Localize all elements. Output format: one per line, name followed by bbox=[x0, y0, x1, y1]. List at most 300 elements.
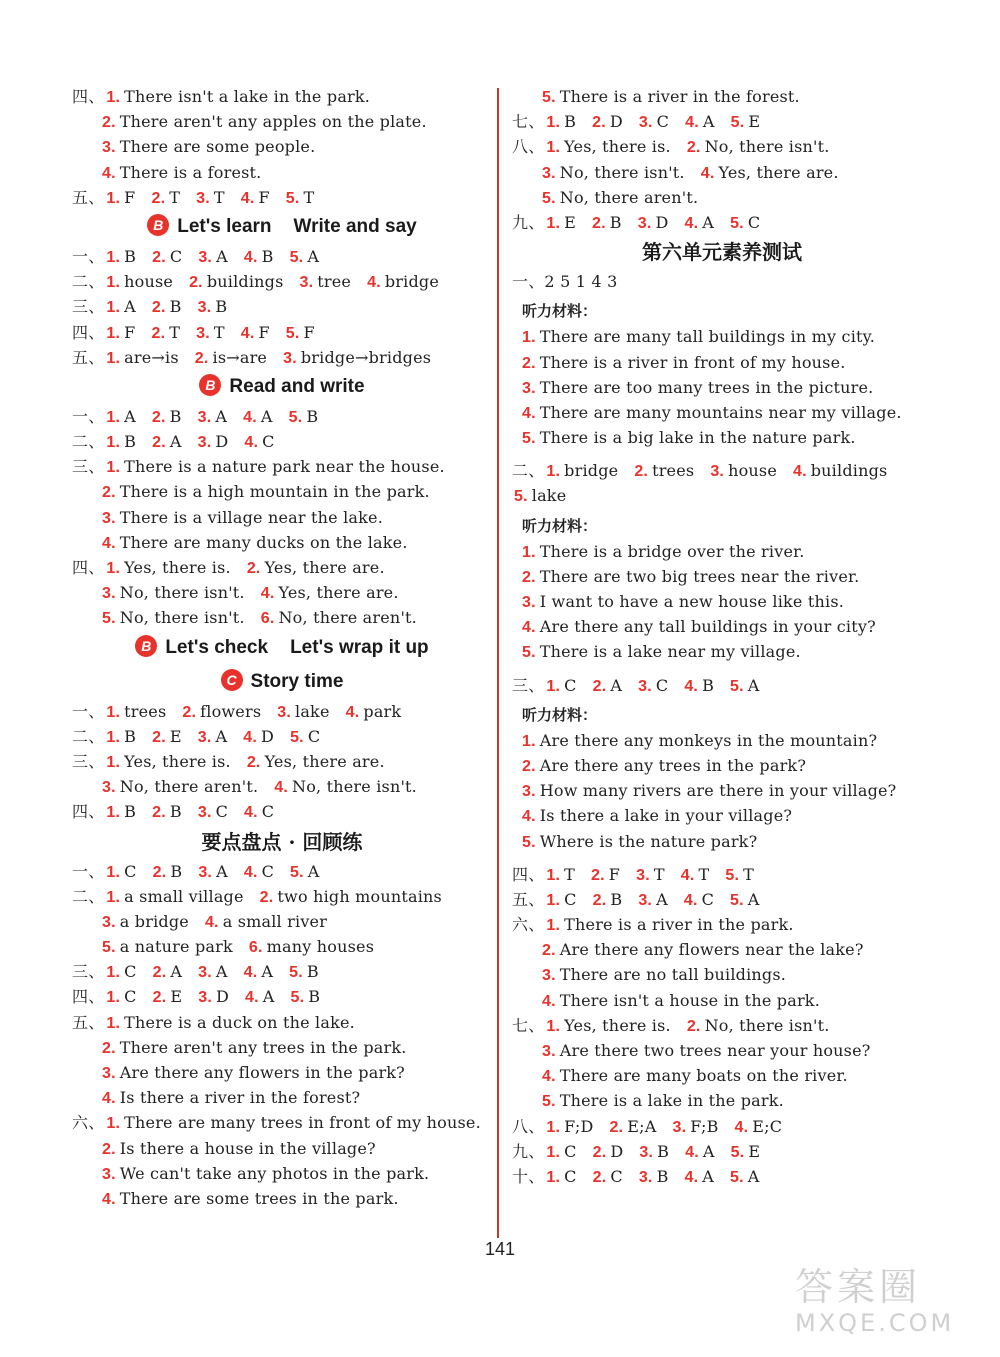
answer-text: trees bbox=[124, 701, 167, 721]
answer-number: 3. bbox=[198, 248, 213, 266]
answer-item bbox=[540, 991, 820, 1010]
question-section-number: 八、 bbox=[512, 137, 545, 157]
section-title: Read and write bbox=[229, 375, 365, 397]
answer-text: T bbox=[564, 864, 576, 884]
answer-item bbox=[100, 937, 233, 956]
question-section-number: 五、 bbox=[72, 187, 105, 207]
answer-line bbox=[72, 1161, 492, 1186]
answer-text: E bbox=[169, 726, 182, 746]
answer-text: is→are bbox=[212, 347, 268, 367]
answer-number: 1. bbox=[522, 329, 536, 347]
question-section-number: 二、 bbox=[72, 886, 105, 906]
answer-text: Are there any trees in the park? bbox=[539, 755, 807, 775]
answer-text: Is there a house in the village? bbox=[119, 1138, 376, 1158]
answer-text: There are too many trees in the picture. bbox=[539, 377, 874, 397]
answer-item bbox=[608, 1117, 657, 1136]
answer-number: 3. bbox=[196, 324, 210, 342]
answer-line bbox=[512, 639, 932, 664]
answer-number: 3. bbox=[102, 1165, 116, 1183]
column-divider bbox=[497, 88, 499, 1238]
answer-text: bridge bbox=[564, 461, 619, 481]
section-heading bbox=[72, 370, 492, 404]
answer-number: 2. bbox=[609, 1118, 624, 1136]
answer-item bbox=[520, 592, 844, 611]
answer-text: E bbox=[748, 1141, 761, 1161]
answer-line bbox=[512, 564, 932, 589]
answer-line bbox=[72, 530, 492, 555]
answer-item bbox=[636, 213, 669, 232]
answer-item bbox=[242, 802, 274, 821]
section-subtitle: Write and say bbox=[293, 215, 417, 237]
answer-number: 3. bbox=[197, 434, 212, 452]
answer-item bbox=[100, 1139, 376, 1158]
answer-text: E bbox=[170, 987, 183, 1007]
answer-item bbox=[520, 327, 875, 346]
answer-text: C bbox=[124, 962, 137, 982]
answer-text: C bbox=[261, 861, 275, 881]
answer-text: There is a forest. bbox=[119, 162, 262, 182]
answer-text: There is a river in the forest. bbox=[559, 87, 800, 106]
answer-text: Are there any tall buildings in your city? bbox=[539, 617, 876, 637]
page-number: 141 bbox=[484, 1239, 516, 1259]
answer-line bbox=[512, 1063, 932, 1088]
answer-text: There are some trees in the park. bbox=[119, 1188, 399, 1208]
answer-line bbox=[512, 458, 932, 483]
answer-item bbox=[100, 508, 383, 527]
answer-text: C bbox=[564, 889, 577, 909]
answer-number: 5. bbox=[522, 833, 536, 851]
answer-number: 3. bbox=[542, 1043, 556, 1060]
answer-item bbox=[104, 752, 230, 771]
answer-text: B bbox=[124, 246, 137, 266]
answer-number: 2. bbox=[102, 484, 116, 502]
answer-text: Are there any flowers near the lake? bbox=[559, 940, 864, 960]
answer-number: 1. bbox=[106, 299, 121, 317]
answer-text: buildings bbox=[810, 461, 888, 481]
answer-text: A bbox=[307, 246, 320, 266]
answer-number: 4. bbox=[102, 1190, 116, 1208]
answer-number: 1. bbox=[546, 1168, 561, 1186]
answer-item bbox=[289, 987, 321, 1006]
answer-number: 5. bbox=[542, 1093, 556, 1111]
answer-item bbox=[544, 890, 576, 909]
answer-number: 4. bbox=[522, 619, 536, 637]
answer-number: 1. bbox=[106, 804, 121, 822]
answer-number: 4. bbox=[734, 1118, 749, 1136]
answer-number: 1. bbox=[546, 139, 561, 157]
answer-line bbox=[512, 912, 932, 937]
answer-number: 3. bbox=[102, 139, 116, 157]
answer-number: 3. bbox=[283, 349, 297, 367]
answer-text: B bbox=[124, 726, 137, 746]
answer-line bbox=[512, 185, 932, 210]
answer-line bbox=[512, 988, 932, 1013]
answer-number: 5. bbox=[102, 939, 116, 957]
answer-line bbox=[72, 774, 492, 799]
answer-item bbox=[258, 887, 442, 906]
answer-item bbox=[196, 247, 228, 266]
answer-item bbox=[151, 862, 183, 881]
answer-text: B bbox=[170, 861, 183, 881]
answer-text: C bbox=[261, 802, 275, 822]
answer-number: 2. bbox=[592, 114, 606, 132]
answer-number: 1. bbox=[106, 324, 121, 342]
answer-number: 1. bbox=[546, 463, 561, 481]
answer-number: 4. bbox=[240, 189, 255, 207]
answer-item bbox=[544, 865, 575, 884]
answer-text: a bridge bbox=[119, 911, 189, 931]
answer-line bbox=[72, 429, 492, 454]
answer-number: 4. bbox=[243, 964, 258, 982]
answer-text: D bbox=[609, 112, 623, 132]
answer-item bbox=[239, 323, 270, 342]
answer-item bbox=[520, 403, 902, 422]
answer-text: A bbox=[747, 1166, 760, 1186]
answer-item bbox=[634, 865, 665, 884]
answer-item bbox=[272, 777, 417, 796]
answer-item bbox=[708, 461, 777, 480]
answer-item bbox=[683, 112, 715, 131]
answer-line bbox=[512, 803, 932, 828]
answer-item bbox=[520, 756, 806, 775]
answer-item bbox=[100, 163, 261, 182]
answer-text: C bbox=[610, 1166, 623, 1186]
answer-line bbox=[72, 724, 492, 749]
answer-number: 5. bbox=[542, 189, 556, 207]
answer-item bbox=[679, 865, 710, 884]
answer-number: 4. bbox=[345, 703, 360, 721]
answer-item bbox=[104, 407, 136, 426]
answer-number: 2. bbox=[686, 139, 701, 157]
answer-text: Yes, there is. bbox=[124, 751, 231, 771]
answer-item bbox=[544, 461, 618, 480]
answer-number: 2. bbox=[591, 866, 605, 884]
answer-item bbox=[298, 272, 352, 291]
question-section-number: 三、 bbox=[512, 675, 545, 695]
answer-text: B bbox=[702, 675, 715, 695]
answer-number: 4. bbox=[274, 779, 288, 797]
answer-item bbox=[149, 188, 180, 207]
answer-number: 3. bbox=[197, 804, 212, 822]
answer-line bbox=[512, 1088, 932, 1113]
answer-item bbox=[683, 1142, 715, 1161]
section-heading bbox=[512, 235, 932, 269]
answer-number: 3. bbox=[672, 1118, 687, 1136]
answer-item bbox=[589, 865, 620, 884]
answer-item bbox=[243, 987, 275, 1006]
answer-line bbox=[512, 400, 932, 425]
answer-text: A bbox=[262, 987, 275, 1007]
answer-text: A bbox=[124, 297, 136, 317]
answer-text: Yes, there are. bbox=[264, 751, 385, 771]
answer-item bbox=[671, 1117, 719, 1136]
answer-text: There aren't any trees in the park. bbox=[119, 1037, 407, 1057]
answer-number: 2. bbox=[152, 728, 166, 746]
answer-item bbox=[104, 1113, 480, 1132]
answer-item bbox=[544, 676, 576, 695]
answer-item bbox=[100, 137, 315, 156]
answer-number: 4. bbox=[102, 534, 116, 552]
answer-number: 5. bbox=[522, 644, 536, 662]
answer-item bbox=[259, 608, 417, 627]
answer-number: 2. bbox=[194, 349, 209, 367]
answer-item bbox=[544, 1117, 593, 1136]
answer-item bbox=[728, 676, 760, 695]
answer-item bbox=[791, 461, 887, 480]
answer-item bbox=[728, 213, 760, 232]
answer-item bbox=[100, 1038, 407, 1057]
answer-line bbox=[72, 1186, 492, 1211]
answer-item bbox=[104, 247, 136, 266]
answer-text: A bbox=[170, 962, 183, 982]
answer-text: There is a high mountain in the park. bbox=[119, 482, 430, 502]
answer-item bbox=[245, 752, 385, 771]
answer-line bbox=[72, 984, 492, 1009]
answer-number: 6. bbox=[260, 610, 275, 628]
answer-line bbox=[512, 887, 932, 912]
answer-item bbox=[196, 432, 229, 451]
answer-item bbox=[637, 1167, 669, 1186]
answer-item bbox=[203, 912, 327, 931]
answer-text: F bbox=[258, 187, 270, 207]
answer-text: B bbox=[564, 112, 577, 132]
answer-text: B bbox=[609, 212, 622, 232]
answer-line bbox=[512, 962, 932, 987]
answer-text: E bbox=[564, 212, 577, 232]
answer-item bbox=[196, 727, 228, 746]
answer-number: 5. bbox=[522, 430, 536, 448]
answer-text: F;B bbox=[690, 1116, 719, 1136]
answer-line bbox=[72, 269, 492, 294]
answer-text: A bbox=[747, 889, 760, 909]
answer-line bbox=[72, 799, 492, 824]
answer-number: 2. bbox=[592, 677, 607, 695]
answer-number: 2. bbox=[592, 214, 606, 232]
answer-item bbox=[241, 727, 274, 746]
answer-text: a nature park bbox=[119, 937, 233, 957]
answer-item bbox=[104, 1013, 355, 1032]
answer-item bbox=[151, 962, 183, 981]
answer-item bbox=[288, 247, 320, 266]
answer-item bbox=[287, 962, 319, 981]
answer-text: I want to have a new house like this. bbox=[539, 592, 845, 611]
answer-item bbox=[242, 432, 274, 451]
answer-number: 5. bbox=[730, 114, 745, 132]
answer-text: There are many ducks on the lake. bbox=[119, 532, 408, 552]
answer-line bbox=[72, 185, 492, 210]
answer-line bbox=[512, 614, 932, 639]
answer-number: 2. bbox=[152, 863, 167, 881]
answer-text: There isn't a house in the park. bbox=[559, 990, 820, 1010]
answer-text: There is a river in front of my house. bbox=[539, 352, 846, 372]
answer-item bbox=[196, 802, 228, 821]
answer-number: 3. bbox=[542, 967, 556, 985]
answer-number: 5. bbox=[289, 248, 304, 266]
answer-number: 5. bbox=[288, 408, 303, 426]
answer-item bbox=[729, 1142, 761, 1161]
answer-number: 5. bbox=[725, 866, 740, 884]
answer-number: 2. bbox=[634, 463, 649, 481]
answer-text: Yes, there are. bbox=[264, 558, 385, 577]
section-title: Let's learn bbox=[177, 215, 272, 237]
answer-line bbox=[72, 505, 492, 530]
answer-text: No, there isn't. bbox=[704, 1015, 830, 1035]
answer-number: 4. bbox=[685, 114, 699, 132]
answer-line bbox=[72, 345, 492, 370]
answer-text: A bbox=[702, 1141, 715, 1161]
answer-number: 2. bbox=[259, 888, 274, 906]
answer-line bbox=[512, 778, 932, 803]
answer-text: C bbox=[307, 726, 321, 746]
answer-text: There are two big trees near the river. bbox=[539, 566, 860, 586]
answer-item bbox=[365, 272, 439, 291]
answer-text: A bbox=[124, 406, 136, 426]
answer-number: 1. bbox=[546, 891, 561, 909]
answer-item bbox=[344, 702, 402, 721]
answer-number: 4. bbox=[243, 728, 258, 746]
answer-text: lake bbox=[531, 486, 567, 506]
answer-line bbox=[72, 404, 492, 429]
question-section-number: 三、 bbox=[72, 457, 105, 477]
answer-text: D bbox=[655, 212, 669, 232]
answer-item bbox=[196, 297, 228, 316]
answer-text: E;C bbox=[752, 1116, 783, 1136]
answer-number: 3. bbox=[522, 379, 536, 397]
answer-line bbox=[72, 1085, 492, 1110]
answer-number: 2. bbox=[152, 434, 166, 452]
answer-item bbox=[151, 987, 183, 1006]
answer-item bbox=[180, 702, 261, 721]
answer-item bbox=[100, 1189, 399, 1208]
answer-item bbox=[636, 890, 668, 909]
answer-line bbox=[72, 109, 492, 134]
answer-text: There are many trees in front of my house. bbox=[124, 1113, 481, 1133]
answer-number: 3. bbox=[636, 866, 650, 884]
answer-text: There are no tall buildings. bbox=[559, 965, 787, 985]
answer-line bbox=[512, 829, 932, 854]
question-section-number: 二、 bbox=[72, 432, 105, 452]
answer-number: 3. bbox=[197, 299, 212, 317]
answer-number: 3. bbox=[198, 964, 212, 982]
answer-text: 2 5 1 4 3 bbox=[544, 272, 618, 292]
question-section-number: 四、 bbox=[72, 87, 105, 106]
question-section-number: 四、 bbox=[72, 987, 105, 1007]
answer-item bbox=[683, 213, 715, 232]
answer-line bbox=[512, 539, 932, 564]
answer-item bbox=[196, 962, 228, 981]
section-subtitle: Let's wrap it up bbox=[290, 636, 429, 658]
question-section-number: 七、 bbox=[512, 112, 545, 132]
question-section-number: 二、 bbox=[72, 272, 105, 292]
answer-text: C bbox=[169, 246, 183, 266]
answer-text: C bbox=[747, 212, 761, 232]
answer-text: A bbox=[260, 406, 273, 426]
answer-number: 1. bbox=[106, 1115, 121, 1133]
answer-text: are→is bbox=[124, 347, 179, 367]
question-section-number: 九、 bbox=[512, 1141, 545, 1161]
answer-item bbox=[288, 727, 320, 746]
answer-text: E bbox=[748, 112, 761, 132]
answer-number: 4. bbox=[102, 164, 116, 182]
answer-number: 3. bbox=[710, 463, 725, 481]
answer-text: T bbox=[169, 322, 181, 342]
answer-text: There are many boats on the river. bbox=[559, 1066, 848, 1086]
answer-number: 4. bbox=[260, 585, 275, 603]
answer-text: A bbox=[216, 861, 228, 881]
answer-number: 1. bbox=[546, 917, 561, 935]
answer-item bbox=[520, 353, 846, 372]
answer-text: D bbox=[610, 1141, 624, 1161]
answer-number: 1. bbox=[106, 1014, 121, 1032]
answer-number: 4. bbox=[204, 913, 219, 931]
answer-number: 1. bbox=[106, 989, 121, 1007]
answer-item bbox=[150, 407, 182, 426]
answer-number: 4. bbox=[700, 164, 715, 182]
answer-item bbox=[239, 188, 270, 207]
question-section-number: 六、 bbox=[72, 1113, 105, 1133]
answer-text: A bbox=[610, 675, 623, 695]
answer-item bbox=[284, 188, 315, 207]
answer-line bbox=[72, 580, 492, 605]
answer-number: 2. bbox=[151, 408, 166, 426]
answer-item bbox=[540, 188, 698, 207]
question-section-number: 二、 bbox=[512, 461, 545, 481]
answer-text: C bbox=[656, 112, 670, 132]
answer-text: a small village bbox=[124, 886, 244, 906]
answer-item bbox=[100, 608, 245, 627]
answer-number: 3. bbox=[198, 989, 212, 1007]
answer-number: 3. bbox=[102, 509, 116, 527]
answer-number: 1. bbox=[106, 459, 121, 477]
answer-text: There is a big lake in the nature park. bbox=[539, 428, 856, 448]
answer-text: T bbox=[213, 322, 225, 342]
answer-item bbox=[288, 862, 320, 881]
answer-number: 4. bbox=[683, 891, 698, 909]
answer-item bbox=[284, 323, 315, 342]
answer-number: 4. bbox=[522, 808, 536, 826]
answer-text: many houses bbox=[266, 937, 375, 957]
answer-line bbox=[512, 728, 932, 753]
right-column bbox=[512, 84, 932, 1189]
answer-number: 5. bbox=[289, 964, 303, 982]
answer-number: 1. bbox=[106, 89, 121, 106]
answer-text: There is a lake in the park. bbox=[559, 1091, 784, 1111]
answer-item bbox=[100, 777, 258, 796]
answer-item bbox=[194, 323, 225, 342]
answer-number: 3. bbox=[197, 728, 212, 746]
answer-line bbox=[512, 673, 932, 698]
answer-number: 3. bbox=[542, 164, 556, 182]
answer-line bbox=[72, 909, 492, 934]
answer-number: 2. bbox=[522, 568, 536, 586]
answer-line bbox=[72, 1060, 492, 1085]
answer-number: 2. bbox=[189, 274, 203, 292]
answer-number: 1. bbox=[106, 189, 121, 207]
question-section-number: 五、 bbox=[72, 1012, 105, 1032]
answer-text: A bbox=[215, 406, 228, 426]
answer-number: 1. bbox=[546, 1143, 561, 1161]
answer-item bbox=[520, 378, 873, 397]
answer-number: 3. bbox=[638, 114, 653, 132]
answer-item bbox=[104, 987, 136, 1006]
answer-line bbox=[72, 84, 492, 109]
answer-text: There is a nature park near the house. bbox=[124, 457, 445, 477]
spacer bbox=[512, 854, 932, 862]
section-title: Let's check bbox=[165, 636, 269, 658]
answer-number: 1. bbox=[106, 434, 121, 452]
answer-text: There are some people. bbox=[119, 137, 316, 157]
question-section-number: 六、 bbox=[512, 915, 545, 935]
